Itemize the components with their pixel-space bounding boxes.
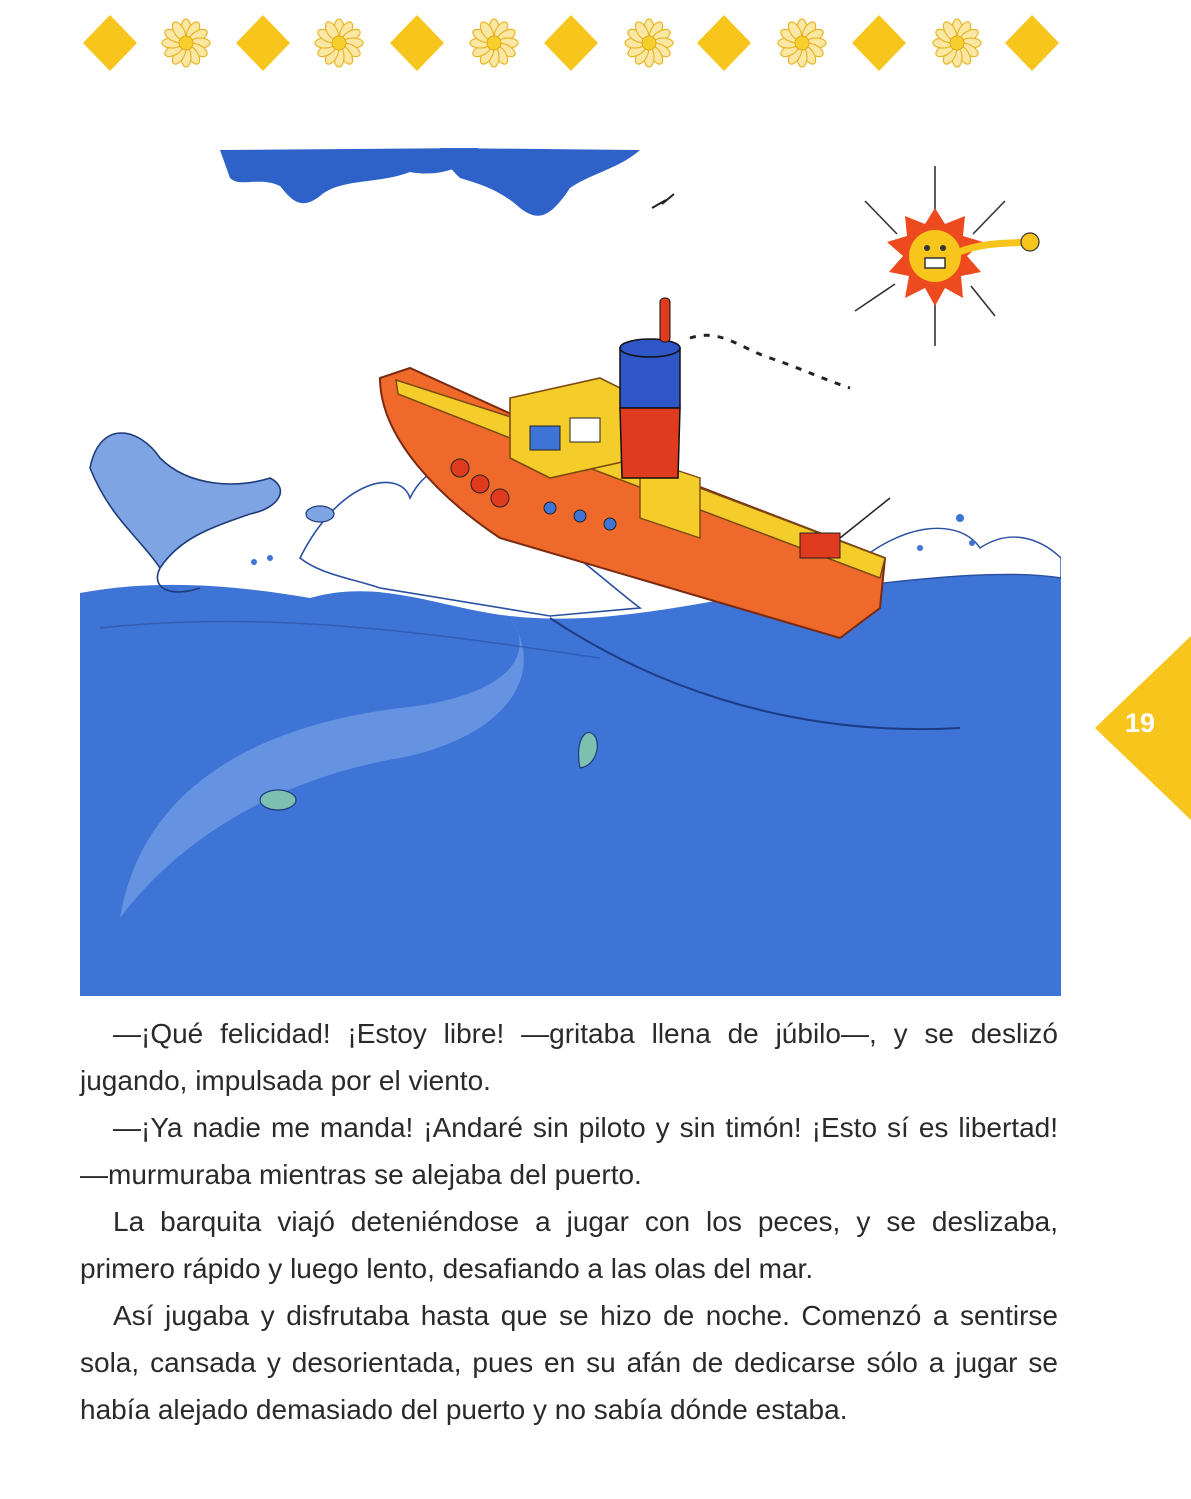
diamond-icon [852, 15, 906, 71]
diamond-icon [1005, 15, 1059, 71]
page-number: 19 [1124, 708, 1156, 738]
diamond-icon [236, 15, 290, 71]
flower-icon [162, 19, 210, 67]
decorative-border [0, 0, 1191, 100]
diamond-icon [697, 15, 751, 71]
story-text [80, 1010, 1058, 1433]
flower-icon [933, 19, 981, 67]
flower-icon [470, 19, 518, 67]
flower-icon [625, 19, 673, 67]
flower-icon [778, 19, 826, 67]
flower-icon [315, 19, 363, 67]
story-paragraph: Así jugaba y disfrutaba hasta que se hizo de noche. Comenzó a sentirse sola, cansada y desorientada, pues en su afán de dedicarse sólo a jugar se había alejado demasiado del puerto y no sabía dónde estaba. [80, 1300, 1058, 1425]
diamond-icon [544, 15, 598, 71]
story-paragraph: —¡Ya nadie me manda! ¡Andaré sin piloto y sin timón! ¡Esto sí es libertad! —murmuraba mientras se alejaba del puerto. [80, 1112, 1058, 1190]
story-illustration [80, 138, 1061, 996]
diamond-icon [83, 15, 137, 71]
story-paragraph: —¡Qué felicidad! ¡Estoy libre! —gritaba llena de júbilo—, y se deslizó jugando, impulsada por el viento. [80, 1018, 1058, 1096]
diamond-icon [390, 15, 444, 71]
story-paragraph: La barquita viajó deteniéndose a jugar con los peces, y se deslizaba, primero rápido y luego lento, desafiando a las olas del mar. [80, 1206, 1058, 1284]
